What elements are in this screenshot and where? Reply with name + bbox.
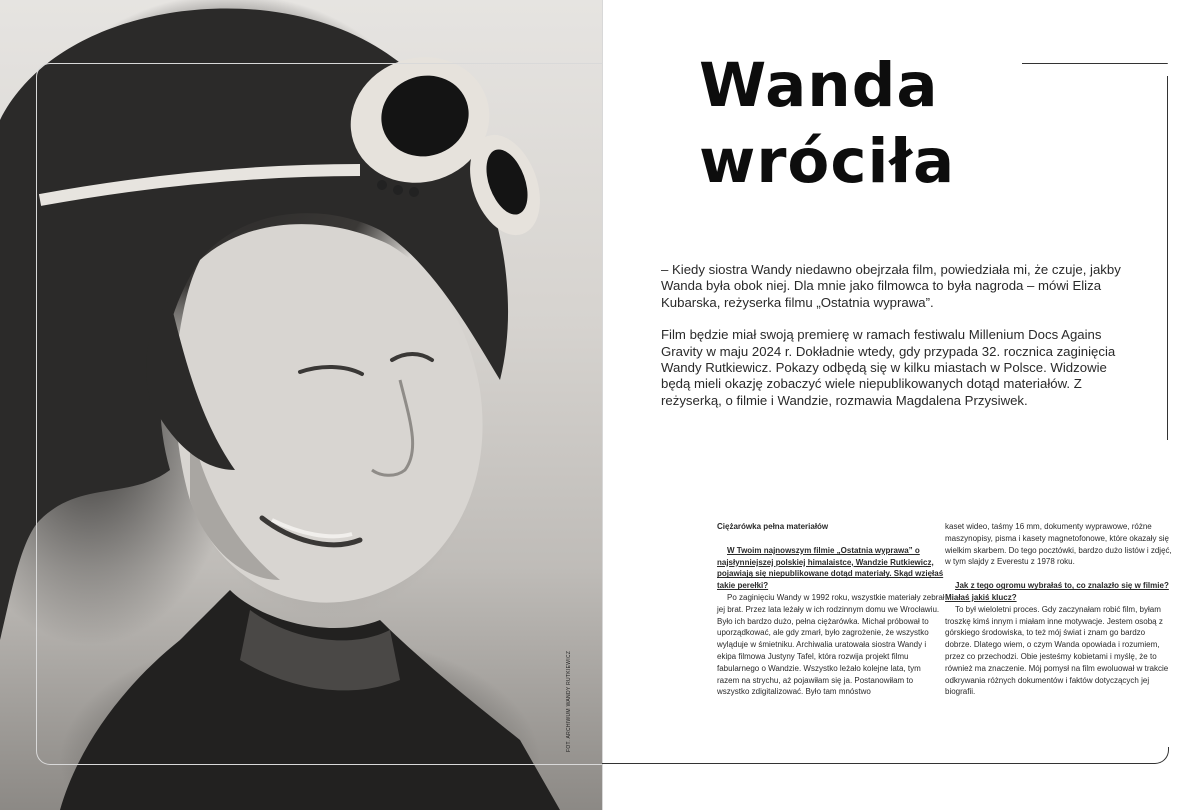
body-column-2	[945, 521, 1173, 698]
decorative-frame-top-line	[1022, 63, 1168, 64]
lead-paragraph-2: Film będzie miał swoją premierę w ramach festiwalu Millenium Docs Agains Gravity w maju 2024 r. Dokładnie wtedy, gdy przypada 32. rocznica zaginięcia Wandy Rutkiewicz. Pokazy odbędą się w kilku miastach w Polsce. Widzowie będą mieli okazję zobaczyć wiele niepublikowanych dotąd materiałów. Z reżyserką, o filmie i Wandzie, rozmawia Magdalena Przysiwek.	[661, 327, 1116, 408]
interview-answer-1-continued: kaset wideo, taśmy 16 mm, dokumenty wyprawowe, różne maszynopisy, pisma i kasety magnetofonowe, które okazały się wielkim skarbem. Do tego pocztówki, bardzo dużo listów i zdjęć, w tym slajdy z Everestu z 1978 roku.	[945, 522, 1172, 567]
page-gutter	[602, 0, 603, 810]
photo-credit: FOT. ARCHIWUM WANDY RUTKIEWICZ	[566, 650, 572, 752]
body-column-1	[717, 521, 945, 698]
interview-question-1: W Twoim najnowszym filmie „Ostatnia wyprawa” o najsłynniejszej polskiej himalaistce, Wandzie Rutkiewicz, pojawiają się niepublikowane dotąd materiały. Skąd wzięłaś takie perełki?	[717, 545, 944, 591]
lead-paragraph-1: – Kiedy siostra Wandy niedawno obejrzała film, powiedziała mi, że czuje, jakby Wanda była obok niej. Dla mnie jako filmowca to była nagroda – mówi Eliza Kubarska, reżyserka filmu „Ostatnia wyprawa”.	[661, 262, 1121, 310]
interview-question-2: Jak z tego ogromu wybrałaś to, co znalazło się w filmie? Miałaś jakiś klucz?	[945, 581, 1169, 602]
decorative-frame-right-line	[1167, 76, 1168, 440]
section-heading: Ciężarówka pełna materiałów	[717, 522, 829, 531]
decorative-frame-bottom	[602, 747, 1169, 764]
article-lead	[661, 262, 1121, 425]
interview-answer-2: To był wieloletni proces. Gdy zaczynałam robić film, byłam troszkę kimś innym i miałam inne motywacje. Jestem osobą z górskiego środowiska, to też mój świat i znam go bardzo dobrze. Dlatego wiem, o czym Wanda opowiada i rozumiem, przez co przechodzi. Obie jesteśmy kobietami i myślę, że to również ma znaczenie. Mój pomysł na film ewoluował w trakcie odkrywania różnych dokumentów i faktów dotyczących jej biografii.	[945, 604, 1169, 697]
title-line-1: Wanda	[699, 50, 939, 121]
title-line-2: wróciła	[699, 126, 956, 197]
article-title	[699, 48, 955, 200]
interview-answer-1: Po zaginięciu Wandy w 1992 roku, wszystkie materiały zebrał jej brat. Przez lata leżały w ich rodzinnym domu we Wrocławiu. Było ich bardzo dużo, pełna ciężarówka. Michał próbował to uporządkować, ale gdy zmarł, było zagrożenie, że wszystko wyląduje w śmietniku. Archiwalia uratowała siostra Wandy i ekipa filmowa Justyny Tafel, która rozwija projekt filmu fabularnego o Wandzie. Wszystko leżało kolejne lata, tym razem na strychu, aż pojawiłam się ja. Postanowiłam to wszystko zdigitalizować. Było tam mnóstwo	[717, 592, 945, 697]
